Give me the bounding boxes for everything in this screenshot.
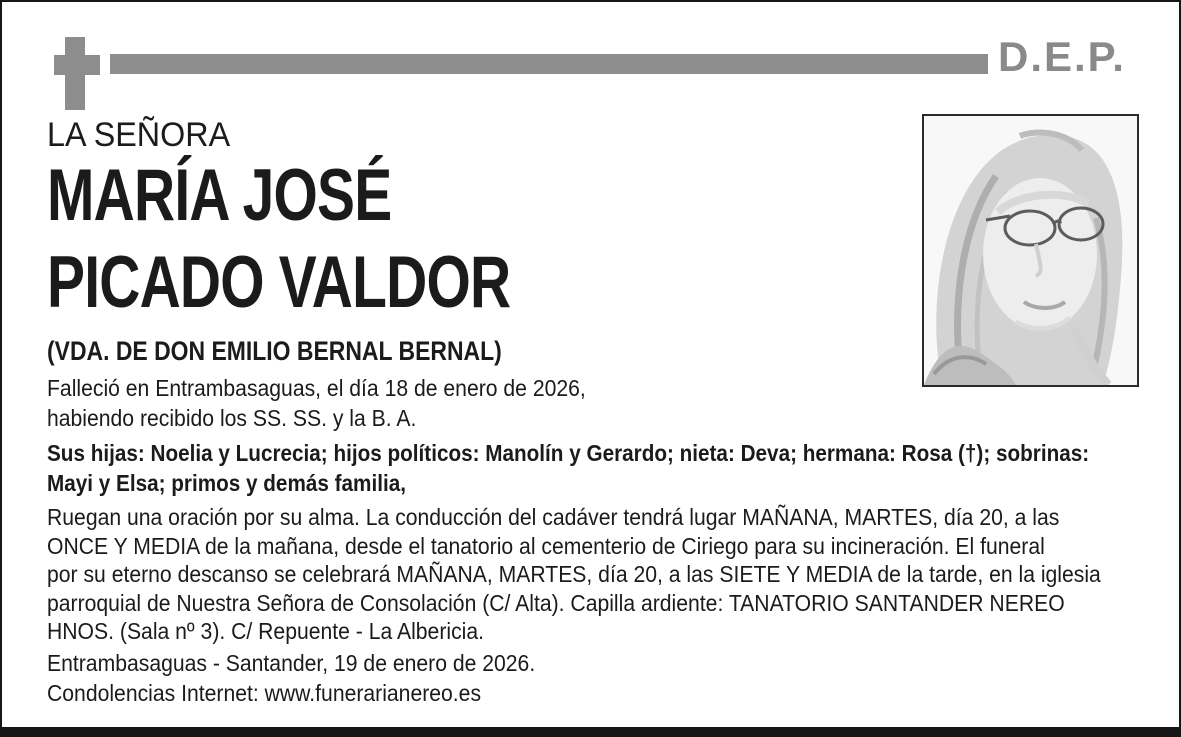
deceased-name <box>47 152 510 326</box>
family-line: Sus hijas: Noelia y Lucrecia; hijos políticos: Manolín y Gerardo; nieta: Deva; hermana: Rosa (†); sobrinas: <box>47 440 1090 466</box>
body-line: parroquial de Nuestra Señora de Consolación (C/ Alta). Capilla ardiente: TANATORIO SANTANDER NEREO <box>47 589 1065 616</box>
body-line: por su eterno descanso se celebrará MAÑANA, MARTES, día 20, a las SIETE Y MEDIA de la tarde, en la iglesia <box>47 561 1101 587</box>
widow-line: (VDA. DE DON EMILIO BERNAL BERNAL) <box>47 336 502 366</box>
body-line: HNOS. (Sala nº 3). C/ Repuente - La Albericia. <box>47 618 485 644</box>
honorific: LA SEÑORA <box>47 116 231 154</box>
family-listing <box>47 438 1089 498</box>
condolences-line: Condolencias Internet: www.funerarianereo.es <box>47 680 482 706</box>
name-line-2: PICADO VALDOR <box>47 242 511 323</box>
body-line: ONCE Y MEDIA de la mañana, desde el tanatorio al cementerio de Ciriego para su incineración. El funeral <box>47 532 1045 559</box>
header-rule <box>110 54 988 74</box>
name-line-1: MARÍA JOSÉ <box>47 155 392 236</box>
place-date: Entrambasaguas - Santander, 19 de enero de 2026. <box>47 650 536 676</box>
body-line: Ruegan una oración por su alma. La conducción del cadáver tendrá lugar MAÑANA, MARTES, día 20, a las <box>47 504 1060 530</box>
death-info-line: Falleció en Entrambasaguas, el día 18 de enero de 2026, <box>47 375 586 401</box>
bottom-rule <box>0 727 1181 737</box>
dep-label: D.E.P. <box>998 33 1126 80</box>
portrait-illustration <box>924 116 1137 385</box>
family-line: Mayi y Elsa; primos y demás familia, <box>47 470 406 496</box>
body-text <box>47 503 1101 646</box>
portrait-photo <box>922 114 1139 387</box>
death-info-line: habiendo recibido los SS. SS. y la B. A. <box>47 405 417 431</box>
death-info <box>47 373 586 433</box>
cross-icon <box>54 55 100 75</box>
